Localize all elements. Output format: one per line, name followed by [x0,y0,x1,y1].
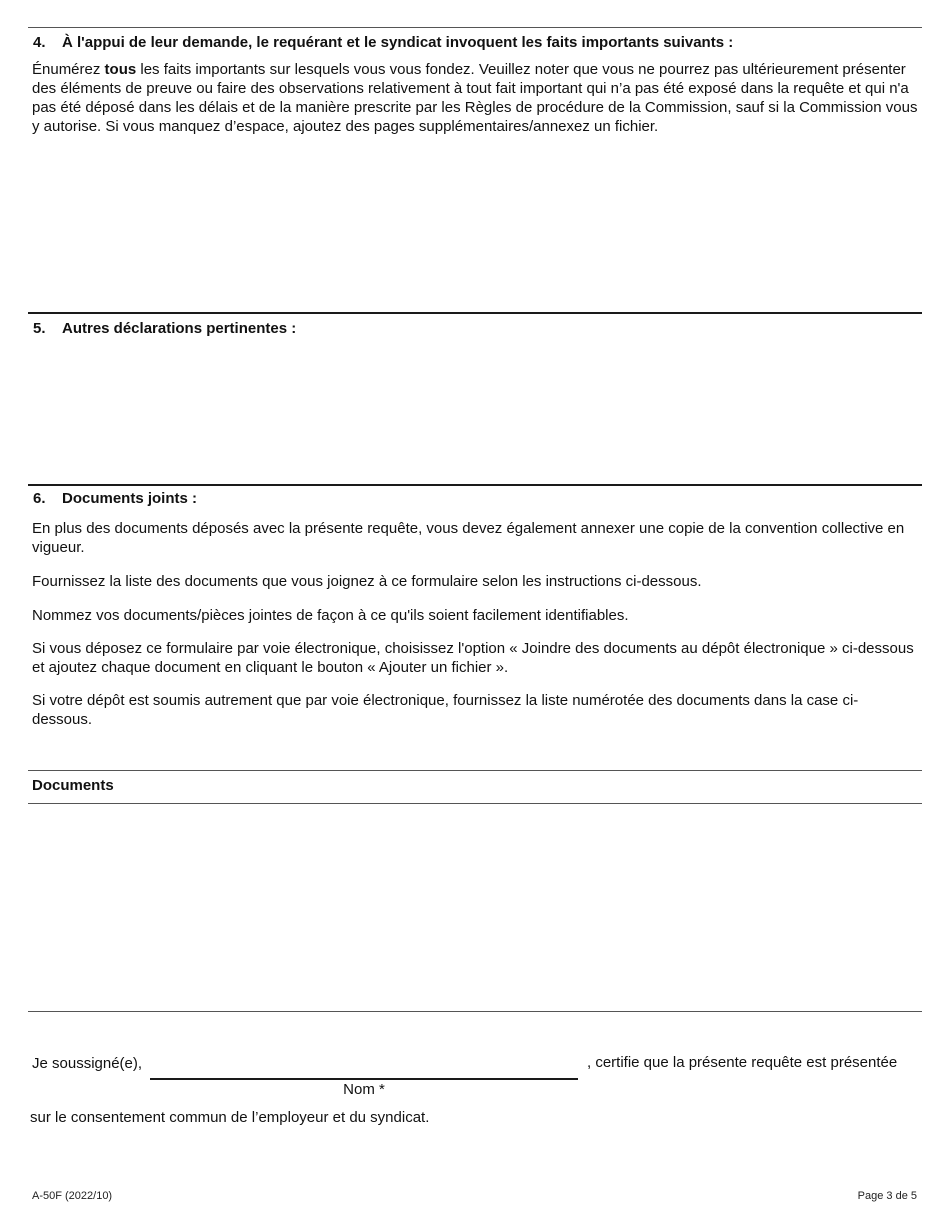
documents-label: Documents [32,777,114,794]
certification-prefix: Je soussigné(e), [32,1055,143,1072]
section-6-title: Documents joints : [62,490,198,507]
section-6-para-2: Fournissez la liste des documents que vous joignez à ce formulaire selon les instructions ci-dessous. [32,573,702,590]
section-4-heading [33,34,733,51]
section-6-para-1: En plus des documents déposés avec la présente requête, vous devez également annexer une copie de la convention collective en vigueur. [32,520,905,556]
section-6-para-5: Si votre dépôt est soumis autrement que par voie électronique, fournissez la liste numérotée des documents dans la case ci-dessous. [32,692,859,728]
section-6-number: 6. [33,490,46,507]
section-5-answer-field[interactable] [28,345,922,479]
footer-form-code: A-50F (2022/10) [32,1190,113,1202]
section-4-answer-field[interactable] [28,140,922,308]
certification-name-field[interactable] [150,1054,578,1076]
section-6-heading [33,490,197,507]
certification-name-line [150,1078,578,1080]
certification-name-label: Nom * [343,1081,385,1098]
section-5-top-rule [28,312,922,314]
certification-continuation: sur le consentement commun de l’employeur et du syndicat. [30,1109,430,1126]
documents-top-rule [28,770,922,771]
footer-page-number: Page 3 de 5 [857,1190,917,1202]
section-4-instructions [32,60,918,136]
section-5-title: Autres déclarations pertinentes : [62,320,297,337]
documents-list-field[interactable] [28,806,922,1008]
section-4-number: 4. [33,34,46,51]
section-6-para-4: Si vous déposez ce formulaire par voie électronique, choisissez l'option « Joindre des documents au dépôt électronique » ci-dessous et ajoutez chaque document en cliquant le bouton « Ajouter un fichier ». [32,640,914,676]
section-6-top-rule [28,484,922,486]
section-5-number: 5. [33,320,46,337]
section-6-para-3: Nommez vos documents/pièces jointes de façon à ce qu'ils soient facilement identifiables. [32,607,629,624]
section-4-instr-post: les faits importants sur lesquels vous vous fondez. Veuillez noter que vous ne pourrez pas ultérieurement présenter des éléments de preuve ou faire des observations relativement à tout fait important qui n’a pas été exposé dans la requête et qui n'a pas été déposé dans les délais et de la manière prescrite par les Règles de procédure de la Commission, sauf si la Commission vous y autorise. Si vous manquez d’espace, ajoutez des pages supplémentaires/annexez un fichier. [32,61,918,135]
documents-header-rule [28,803,922,804]
section-4-title: À l'appui de leur demande, le requérant et le syndicat invoquent les faits importants suivants : [62,34,734,51]
section-4-top-rule [28,27,922,28]
documents-bottom-rule [28,1011,922,1012]
section-4-instr-pre: Énumérez [32,61,105,78]
section-4-instr-bold: tous [104,61,137,78]
certification-suffix: , certifie que la présente requête est présentée [587,1054,898,1071]
section-5-heading [33,320,296,337]
